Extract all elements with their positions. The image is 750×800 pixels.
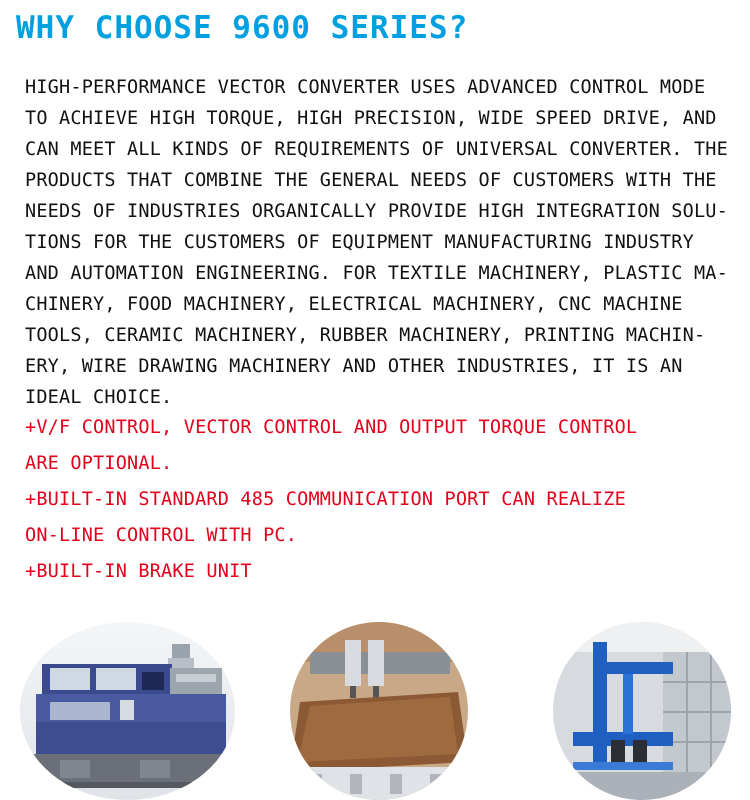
cnc-router-machine-photo xyxy=(290,622,468,800)
feature-line: ON-LINE CONTROL WITH PC. xyxy=(25,525,298,546)
description-line: HIGH-PERFORMANCE VECTOR CONVERTER USES ADVANCED CONTROL MODE xyxy=(25,77,706,98)
description-line: AND AUTOMATION ENGINEERING. FOR TEXTILE MACHINERY, PLASTIC MA- xyxy=(25,263,728,284)
feature-line: +V/F CONTROL, VECTOR CONTROL AND OUTPUT TORQUE CONTROL xyxy=(25,417,638,438)
application-photos xyxy=(0,622,750,800)
feature-list xyxy=(25,410,730,590)
description-line: IDEAL CHOICE. xyxy=(25,387,173,408)
feature-line: ARE OPTIONAL. xyxy=(25,453,173,474)
description-line: PRODUCTS THAT COMBINE THE GENERAL NEEDS OF CUSTOMERS WITH THE xyxy=(25,170,717,191)
feature-line: +BUILT-IN STANDARD 485 COMMUNICATION PORT CAN REALIZE xyxy=(25,489,626,510)
description-line: TOOLS, CERAMIC MACHINERY, RUBBER MACHINERY, PRINTING MACHIN- xyxy=(25,325,706,346)
description-line: NEEDS OF INDUSTRIES ORGANICALLY PROVIDE HIGH INTEGRATION SOLU- xyxy=(25,201,728,222)
description-line: CAN MEET ALL KINDS OF REQUIREMENTS OF UNIVERSAL CONVERTER. THE xyxy=(25,139,728,160)
description-paragraph xyxy=(25,72,730,413)
page-title: WHY CHOOSE 9600 SERIES? xyxy=(16,10,469,46)
description-line: TIONS FOR THE CUSTOMERS OF EQUIPMENT MANUFACTURING INDUSTRY xyxy=(25,232,694,253)
water-pump-station-photo xyxy=(553,622,731,800)
description-line: CHINERY, FOOD MACHINERY, ELECTRICAL MACHINERY, CNC MACHINE xyxy=(25,294,683,315)
injection-molding-machine-photo xyxy=(20,622,235,800)
description-line: ERY, WIRE DRAWING MACHINERY AND OTHER INDUSTRIES, IT IS AN xyxy=(25,356,683,377)
description-line: TO ACHIEVE HIGH TORQUE, HIGH PRECISION, WIDE SPEED DRIVE, AND xyxy=(25,108,717,129)
feature-line: +BUILT-IN BRAKE UNIT xyxy=(25,561,252,582)
